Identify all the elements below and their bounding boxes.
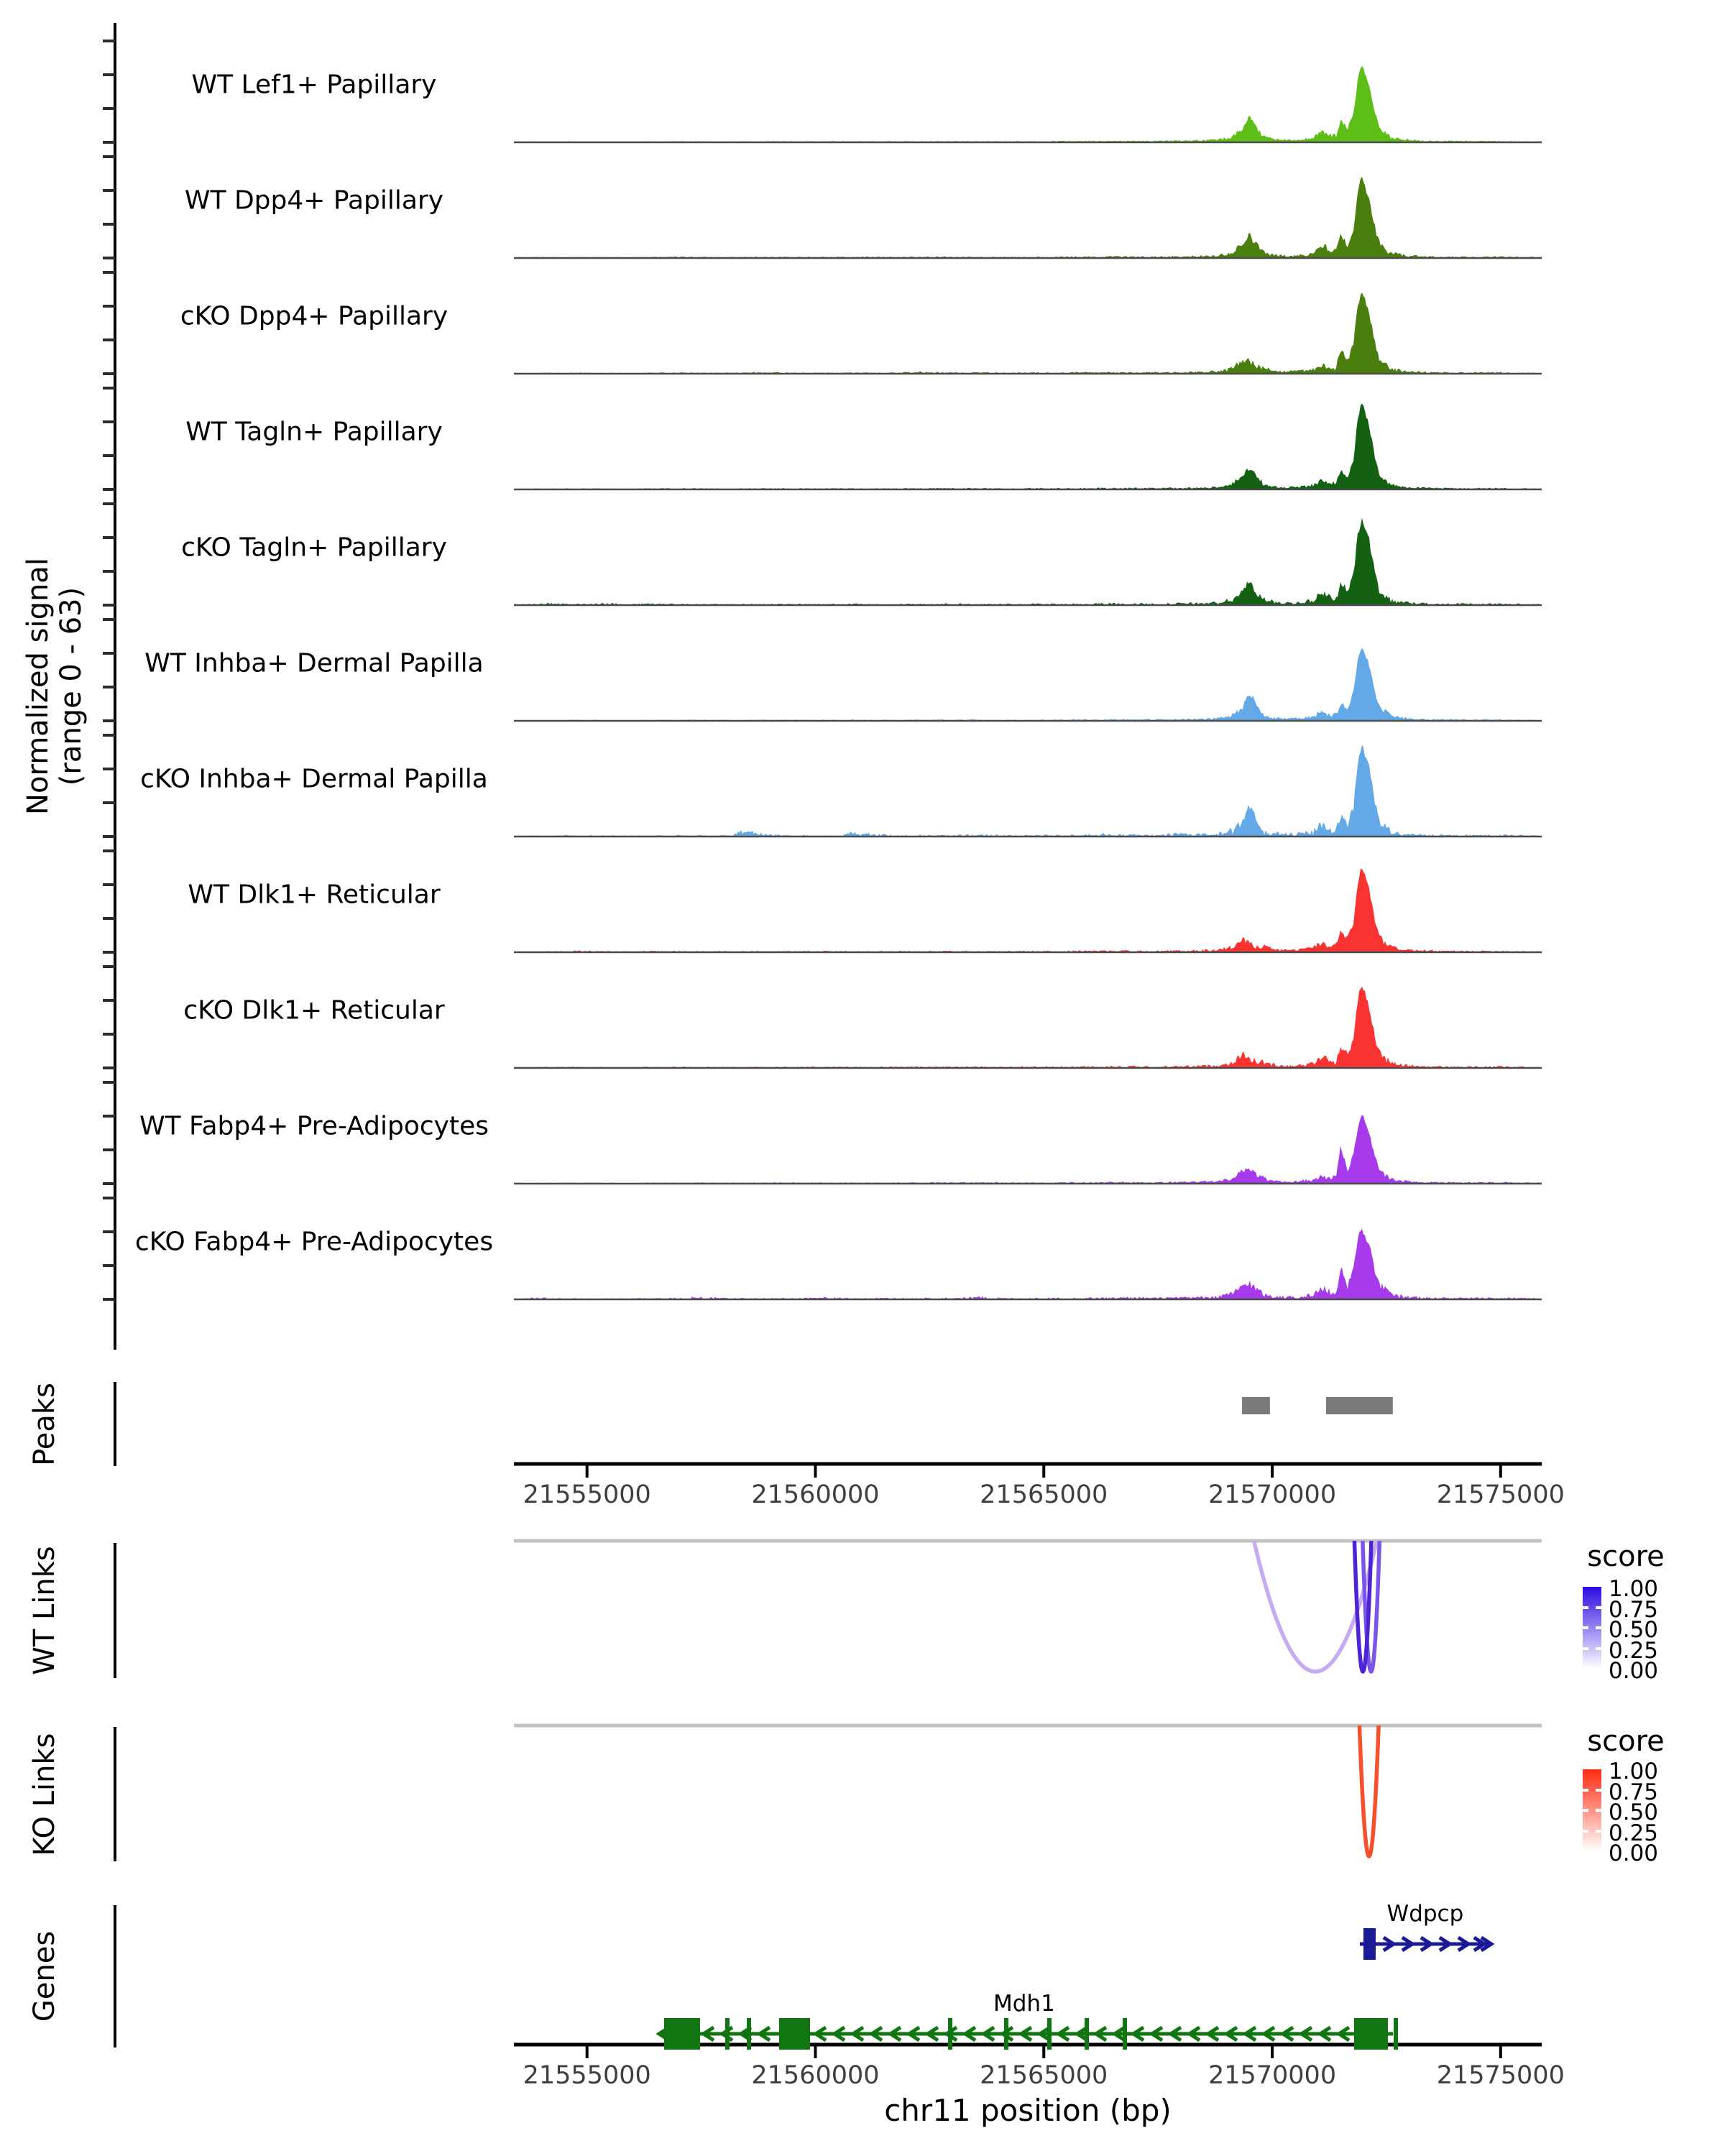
track-label: WT Dpp4+ Papillary [184,185,444,216]
ko-link-arc [1359,1726,1379,1856]
ko-score-legend-title: score [1587,1725,1665,1758]
wt-legend-tick [1596,1647,1601,1650]
ko-legend-tick [1596,1830,1601,1833]
wt-legend-tick [1583,1647,1588,1650]
gene-name-label: Mdh1 [993,1991,1055,2017]
signal-area-track-2 [514,292,1542,374]
genomic-axis-tick-label: 21570000 [1208,1480,1337,1509]
genomic-axis-tick-label: 21575000 [1436,1480,1565,1509]
ko-legend-tick [1596,1789,1601,1792]
signal-area-track-7 [514,869,1542,953]
y-axis-label [22,558,88,815]
track-label: cKO Fabp4+ Pre-Adipocytes [134,1227,494,1257]
genomic-axis-tick-label: 21555000 [523,2061,651,2090]
ko-legend-tick-label: 1.00 [1609,1759,1659,1784]
gene-exon-tick [725,2018,730,2050]
genomic-axis-tick-label: 21570000 [1208,2061,1337,2090]
wt-links-panel-label: WT Links [28,1546,61,1675]
peak-interval-box [1242,1397,1270,1414]
wt-legend-tick-label: 0.25 [1609,1637,1659,1664]
track-label: WT Fabp4+ Pre-Adipocytes [139,1111,489,1141]
y-axis-label-line1: Normalized signal [22,558,55,815]
genomic-axis-tick-label: 21555000 [523,1480,651,1509]
wt-legend-tick-label: 1.00 [1609,1576,1659,1602]
peak-interval-box [1326,1397,1393,1414]
wt-legend-tick [1583,1606,1588,1609]
ko-legend-tick [1596,1809,1601,1812]
gene-exon-tick [1085,2018,1089,2050]
ko-legend-tick-label: 0.25 [1609,1820,1659,1846]
signal-area-track-0 [514,66,1542,142]
wt-legend-tick-label: 0.50 [1609,1617,1659,1643]
wt-score-legend-title: score [1587,1540,1665,1573]
track-label: cKO Tagln+ Papillary [181,533,447,563]
track-label: WT Inhba+ Dermal Papilla [144,648,484,678]
track-label: WT Lef1+ Papillary [191,70,437,100]
wt-legend-tick [1596,1606,1601,1609]
track-label: WT Dlk1+ Reticular [188,880,441,910]
signal-area-track-3 [514,404,1542,489]
genomic-axis-tick-label: 21560000 [751,1480,880,1509]
genomic-axis-tick-label: 21575000 [1436,2061,1565,2090]
wt-legend-tick [1583,1626,1588,1629]
gene-exon-tick [747,2018,751,2050]
gene-exon-block [1354,2018,1388,2050]
gene-exon-tick [1047,2018,1052,2050]
ko-legend-tick-label: 0.00 [1609,1841,1659,1866]
genomic-axis-tick-label: 21565000 [980,1480,1108,1509]
peaks-panel-label: Peaks [28,1383,61,1466]
track-label: cKO Inhba+ Dermal Papilla [140,764,488,794]
track-label: cKO Dlk1+ Reticular [183,995,445,1026]
gene-name-label: Wdpcp [1386,1901,1464,1927]
ko-legend-tick-label: 0.75 [1609,1779,1659,1805]
gene-exon-tick [1394,2018,1398,2050]
signal-area-track-1 [514,177,1542,258]
ko-links-panel-label: KO Links [28,1733,61,1856]
signal-area-track-6 [514,745,1542,837]
signal-area-track-9 [514,1115,1542,1184]
signal-area-track-8 [514,987,1542,1068]
ko-legend-tick-label: 0.50 [1609,1800,1659,1825]
wt-legend-tick-label: 0.00 [1609,1658,1659,1684]
signal-area-track-10 [514,1229,1542,1299]
genomic-axis-tick-label: 21560000 [751,2061,880,2090]
genes-panel-label: Genes [28,1930,61,2022]
genomic-axis-tick-label: 21565000 [980,2061,1108,2090]
track-label: WT Tagln+ Papillary [185,417,443,447]
ko-legend-tick [1583,1830,1588,1833]
wt-legend-tick-label: 0.75 [1609,1596,1659,1623]
wt-legend-tick [1596,1626,1601,1629]
ko-legend-tick [1583,1809,1588,1812]
ko-legend-tick [1583,1789,1588,1792]
gene-exon-tick [1123,2018,1127,2050]
gene-exon-block [1363,1928,1376,1960]
gene-exon-block [779,2018,810,2050]
y-axis-label-line2: (range 0 - 63) [55,586,88,786]
signal-area-track-5 [514,648,1542,721]
x-axis-title: chr11 position (bp) [884,2093,1172,2128]
signal-area-track-4 [514,518,1542,605]
track-label: cKO Dpp4+ Papillary [180,301,448,331]
